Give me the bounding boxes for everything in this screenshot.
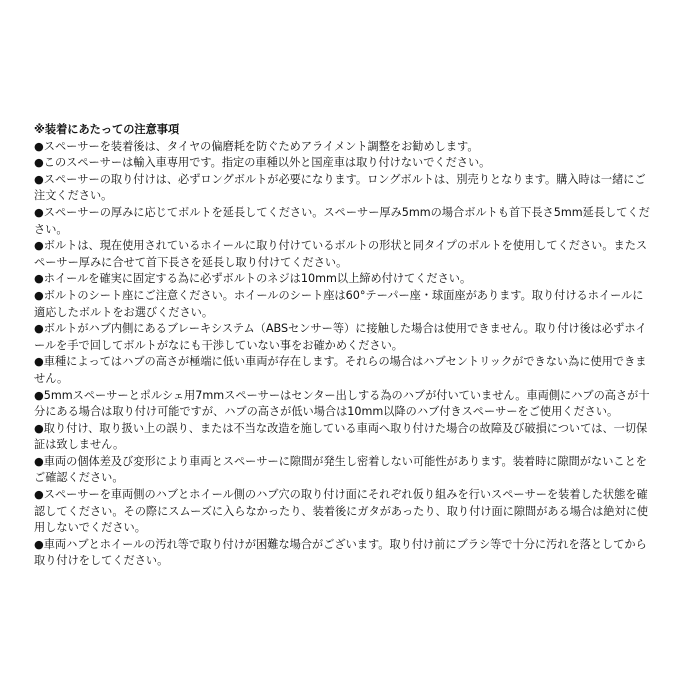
notice-list <box>34 139 652 570</box>
notice-item-text: ホイールを確実に固定する為に必ずボルトのネジは10mm以上締め付けてください。 <box>43 272 472 286</box>
notice-item <box>34 139 652 156</box>
bullet-icon: ● <box>34 239 44 253</box>
bullet-icon: ● <box>34 272 44 286</box>
notice-item <box>34 205 652 238</box>
notice-item-text: ボルトがハブ内側にあるブレーキシステム（ABSセンサー等）に接触した場合は使用できません。取り付け後は必ずホイールを手で回してボルトがなにも干渉していない事をお確かめください。 <box>34 322 647 352</box>
notice-item-text: 車両ハブとホイールの汚れ等で取り付けが困難な場合がございます。取り付け前にブラシ等で十分に汚れを落としてから取り付けをしてください。 <box>34 537 647 568</box>
notice-item-text: スペーサーの厚みに応じてボルトを延長してください。スペーサー厚み5mmの場合ボルトも首下長さ5mm延長してください。 <box>34 205 650 236</box>
bullet-icon: ● <box>34 388 44 402</box>
bullet-icon: ● <box>34 139 44 153</box>
notice-item <box>34 155 652 172</box>
notice-item <box>34 238 652 271</box>
notice-item-text: スペーサーを車両側のハブとホイール側のハブ穴の取り付け面にそれぞれ仮り組みを行いスペーサーを装着した状態を確認してください。その際にスムーズに入らなかったり、装着後にガタがあったり、取り付け面に隙間がある場合は絶対に使用しないでください。 <box>34 488 649 535</box>
notice-item-text: スペーサーの取り付けは、必ずロングボルトが必要になります。ロングボルトは、別売りとなります。購入時は一緒にご注文ください。 <box>34 172 646 203</box>
notice-item <box>34 288 652 321</box>
notice-item-text: 車両の個体差及び変形により車両とスペーサーに隙間が発生し密着しない可能性があります。装着時に隙間がないことをご確認ください。 <box>34 454 647 485</box>
notice-item-text: ボルトのシート座にご注意ください。ホイールのシート座は60°テーパー座・球面座があります。取り付けるホイールに適応したボルトをお選びください。 <box>34 288 644 319</box>
bullet-icon: ● <box>34 355 44 369</box>
notice-item <box>34 454 652 487</box>
bullet-icon: ● <box>34 172 44 186</box>
notice-section <box>34 122 652 570</box>
bullet-icon: ● <box>34 205 44 219</box>
bullet-icon: ● <box>34 421 44 435</box>
notice-item <box>34 487 652 537</box>
notice-item <box>34 388 652 421</box>
notice-item <box>34 271 652 288</box>
notice-item <box>34 354 652 387</box>
bullet-icon: ● <box>34 288 44 302</box>
bullet-icon: ● <box>34 488 44 502</box>
notice-item-text: 取り付け、取り扱い上の誤り、または不当な改造を施している車両へ取り付けた場合の故障及び破損については、一切保証は致しません。 <box>34 421 648 452</box>
bullet-icon: ● <box>34 322 44 336</box>
bullet-icon: ● <box>34 156 44 170</box>
notice-item-text: このスペーサーは輸入車専用です。指定の車種以外と国産車は取り付けないでください。 <box>43 156 491 170</box>
notice-title: ※装着にあたっての注意事項 <box>34 123 180 136</box>
notice-item <box>34 172 652 205</box>
notice-item <box>34 321 652 354</box>
notice-item <box>34 421 652 454</box>
notice-item-text: 車種によってはハブの高さが極端に低い車両が存在します。それらの場合はハブセントリックができない為に使用できません。 <box>34 355 647 385</box>
bullet-icon: ● <box>34 454 44 468</box>
notice-item <box>34 537 652 570</box>
notice-item-text: 5mmスペーサーとポルシェ用7mmスペーサーはセンター出しする為のハブが付いていません。車両側にハブの高さが十分にある場合は取り付け可能ですが、ハブの高さが低い場合は10mm以降のハブ付きスペーサーをご使用ください。 <box>34 388 650 419</box>
notice-item-text: ボルトは、現在使用されているホイールに取り付けているボルトの形状と同タイプのボルトを使用してください。またスペーサー厚みに合せて首下長さを延長し取り付けてください。 <box>34 239 648 269</box>
bullet-icon: ● <box>34 537 44 551</box>
notice-item-text: スペーサーを装着後は、タイヤの偏磨耗を防ぐためアライメント調整をお勧めします。 <box>43 139 479 153</box>
